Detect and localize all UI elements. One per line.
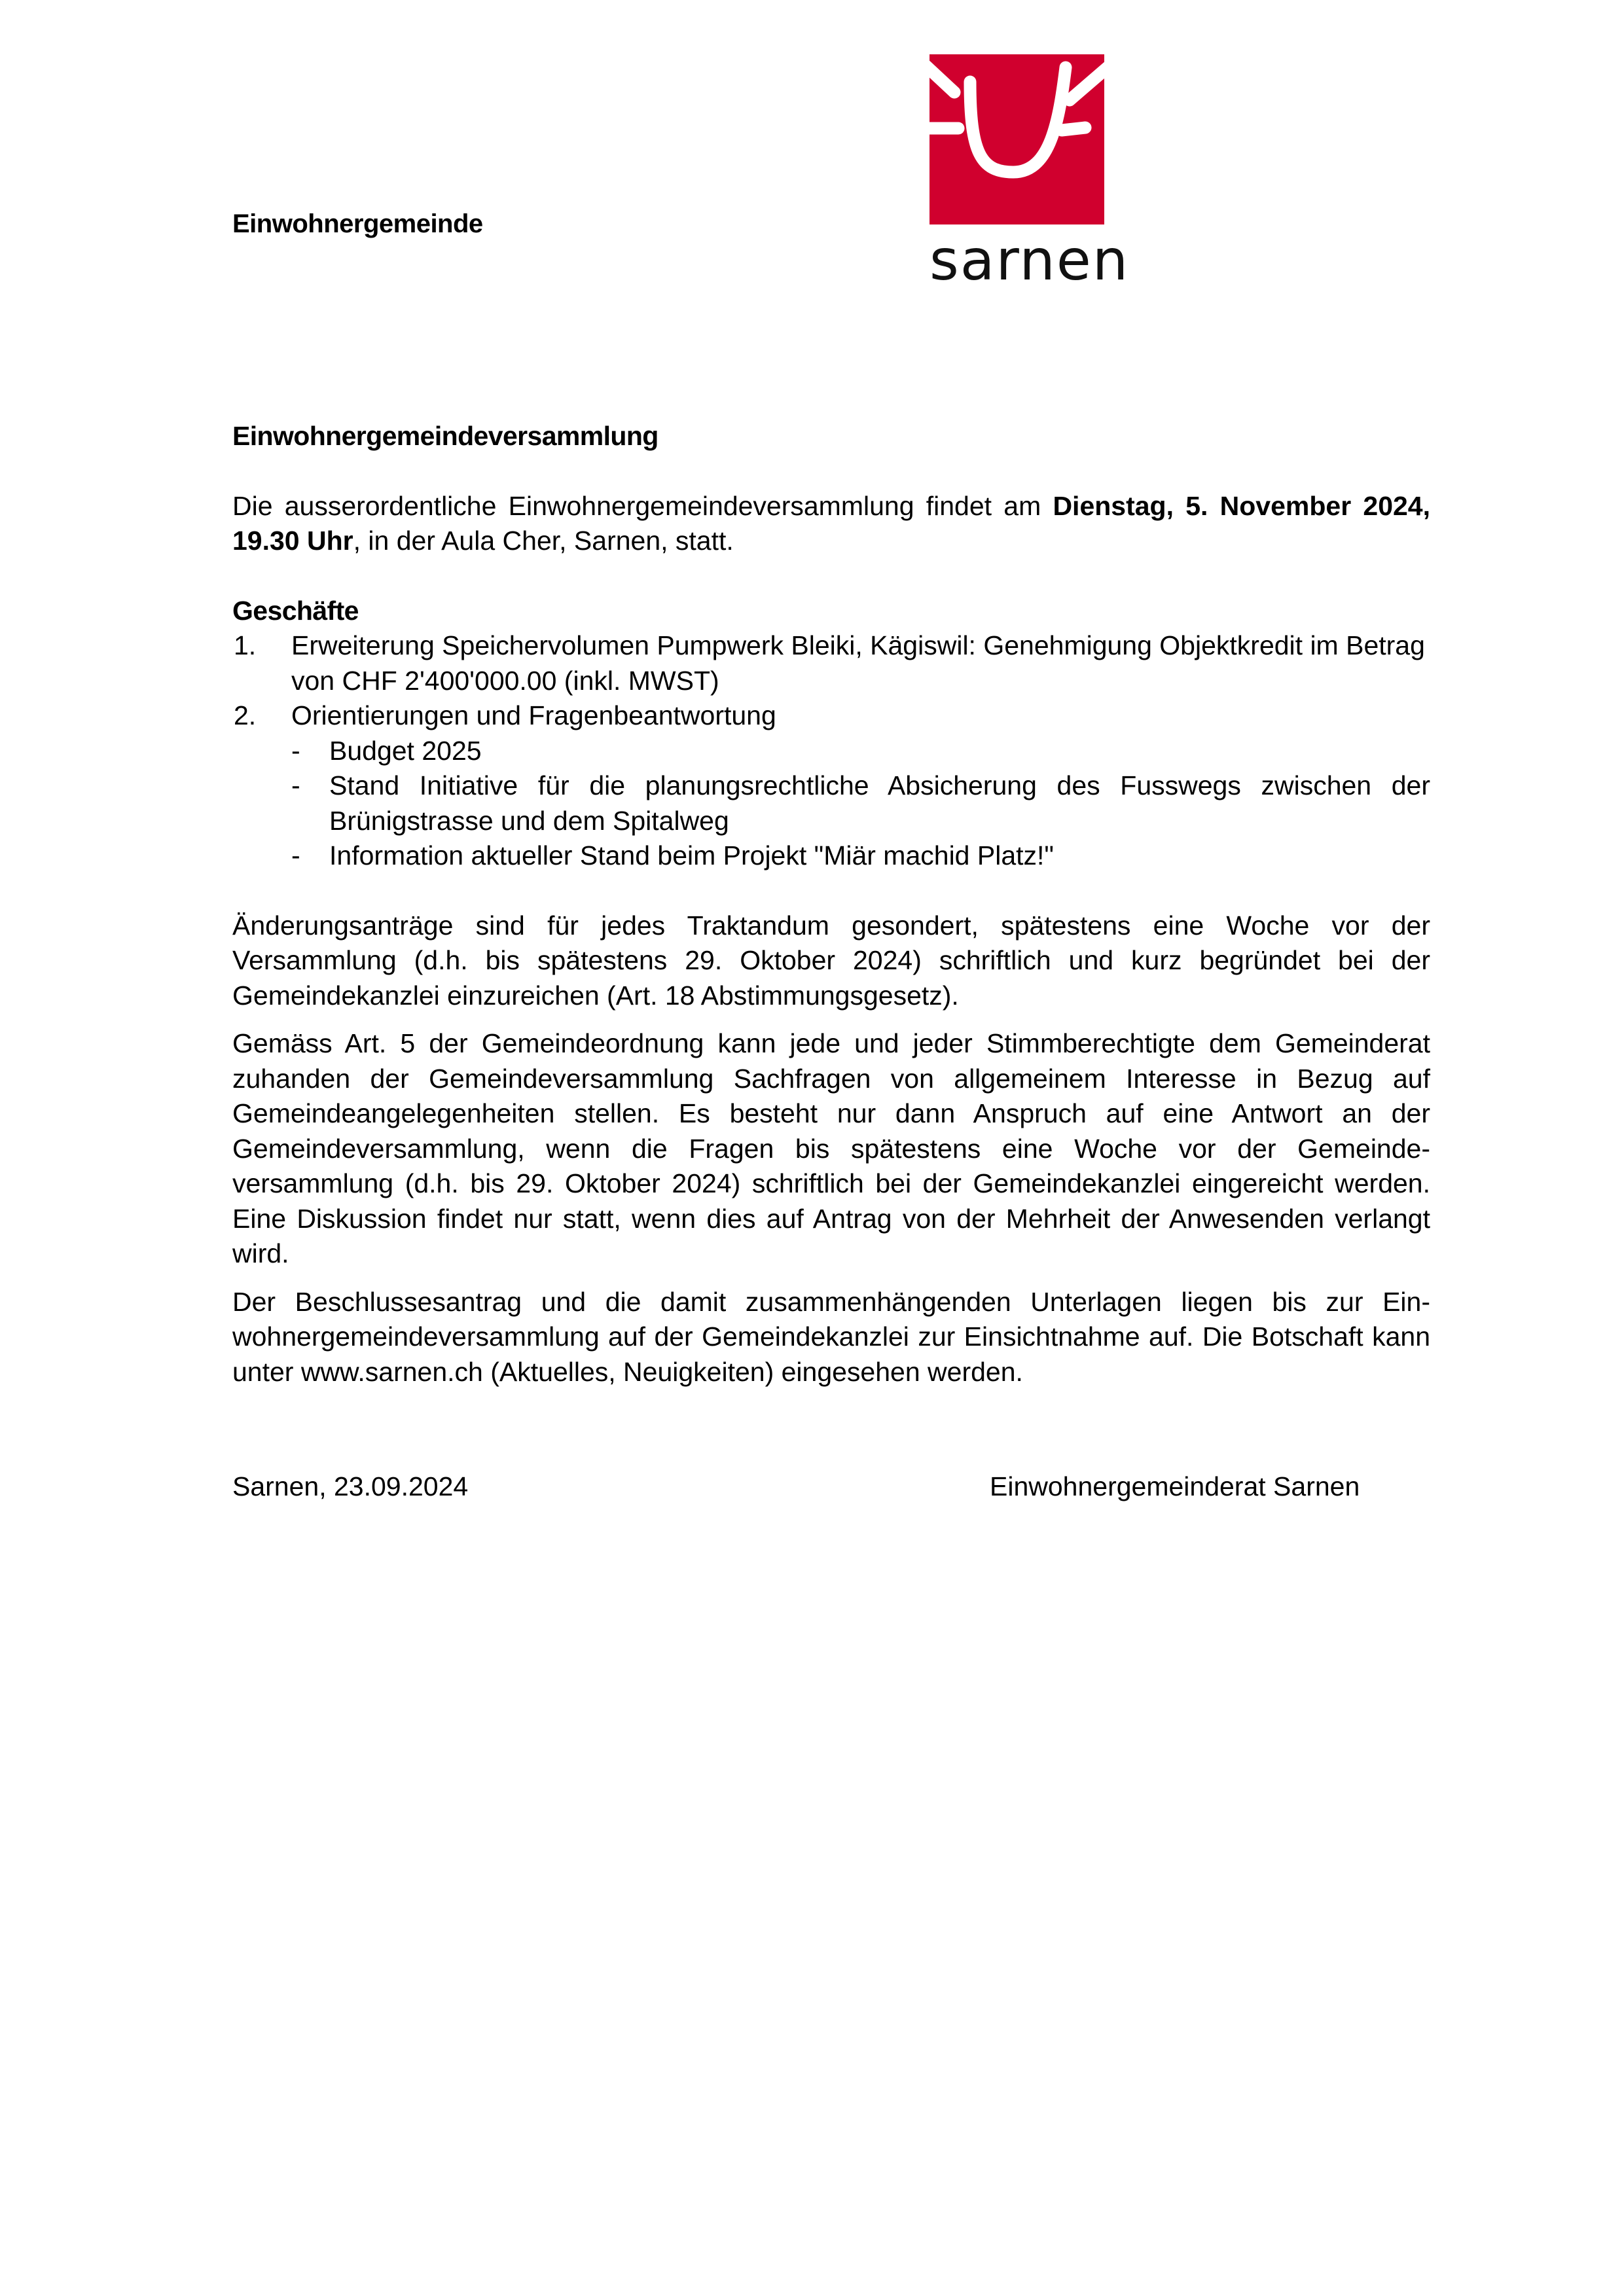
documents-paragraph: Der Beschlussesantrag und die damit zusammenhängenden Unterlagen liegen bis zur Einwohnergemeindeversammlung auf der Gemeindekanzlei zur Einsichtnahme auf. Die Botschaft kann unter www.sarnen.ch (Aktuelles, Neuigkeiten) eingesehen werden. — [232, 1286, 1430, 1387]
logo-red-square — [929, 54, 1104, 224]
place-and-date: Sarnen, 23.09.2024 — [232, 1471, 469, 1501]
intro-paragraph — [232, 489, 1430, 559]
agenda-subitem-text: Budget 2025 — [329, 735, 482, 766]
business-heading: Geschäfte — [232, 595, 359, 626]
agenda-subitem — [291, 838, 1430, 874]
spacer — [232, 874, 1430, 908]
intro-text-before: Die ausserordentliche Einwohnergemeindeversammlung findet am — [232, 490, 1053, 521]
agenda-item-text: Erweiterung Speichervolumen Pumpwerk Bleiki, Kägiswil: Genehmigung Objektkredit im Betrag von CHF 2'400'000.00 (inkl. MWST) — [291, 630, 1425, 696]
questions-paragraph: Gemäss Art. 5 der Gemeindeordnung kann jede und jeder Stimmberechtigte dem Gemeinderat zuhanden der Gemeindeversammlung Sachfragen von allgemeinem Interesse in Bezug auf Gemeindeangelegenheiten stellen. Es besteht nur dann Anspruch auf eine Antwort an der Gemeindeversammlung, wenn die Fragen bis spätestens eine Woche vor der Gemeindeversammlung (d.h. bis 29. Oktober 2024) schriftlich bei der Gemeindekanzlei eingereicht werden. Eine Diskussion findet nur statt, wenn dies auf Antrag von der Mehrheit der Anwesenden verlangt wird. — [232, 1028, 1430, 1268]
dash-bullet-icon: - — [291, 735, 300, 766]
organization-name: Einwohnergemeinde — [232, 209, 483, 238]
signatory: Einwohnergemeinderat Sarnen — [990, 1471, 1360, 1501]
meeting-date: Dienstag, 5. November 2024, 19.30 Uhr — [232, 490, 1430, 556]
agenda-item — [232, 628, 1430, 698]
dash-bullet-icon: - — [291, 840, 300, 870]
agenda-subitem-text: Stand Initiative für die planungsrechtliche Absicherung des Fusswegs zwischen der Brünigstrasse und dem Spitalweg — [329, 770, 1430, 836]
document-title: Einwohnergemeindeversammlung — [232, 421, 659, 451]
agenda-subitem-list — [291, 734, 1430, 874]
spacer — [232, 1272, 1430, 1285]
sarnen-logo — [929, 54, 1130, 293]
amendment-paragraph: Änderungsanträge sind für jedes Traktandum gesondert, spätestens eine Woche vor der Versammlung (d.h. bis spätestens 29. Oktober 2024) schriftlich und kurz begründet bei der Gemeindekanzlei einzureichen (Art. 18 Abstimmungsgesetz). — [232, 910, 1430, 1011]
agenda-item-number: 2. — [234, 700, 257, 730]
agenda-item-text: Orientierungen und Fragenbeantwortung — [291, 700, 776, 730]
dash-bullet-icon: - — [291, 770, 300, 800]
spacer — [232, 1013, 1430, 1026]
document-body — [232, 419, 1430, 1390]
logo-ray-right — [1062, 128, 1085, 130]
agenda-subitem-text: Information aktueller Stand beim Projekt "Miär machid Platz!" — [329, 840, 1054, 870]
logo-emblem-icon — [929, 54, 1104, 224]
intro-text-after: , in der Aula Cher, Sarnen, statt. — [353, 526, 734, 556]
logo-wordmark: sarnen — [929, 228, 1130, 293]
agenda-item-number: 1. — [234, 630, 257, 660]
agenda-subitem — [291, 734, 1430, 769]
agenda-list — [232, 628, 1430, 874]
agenda-item — [232, 698, 1430, 874]
agenda-subitem — [291, 768, 1430, 838]
